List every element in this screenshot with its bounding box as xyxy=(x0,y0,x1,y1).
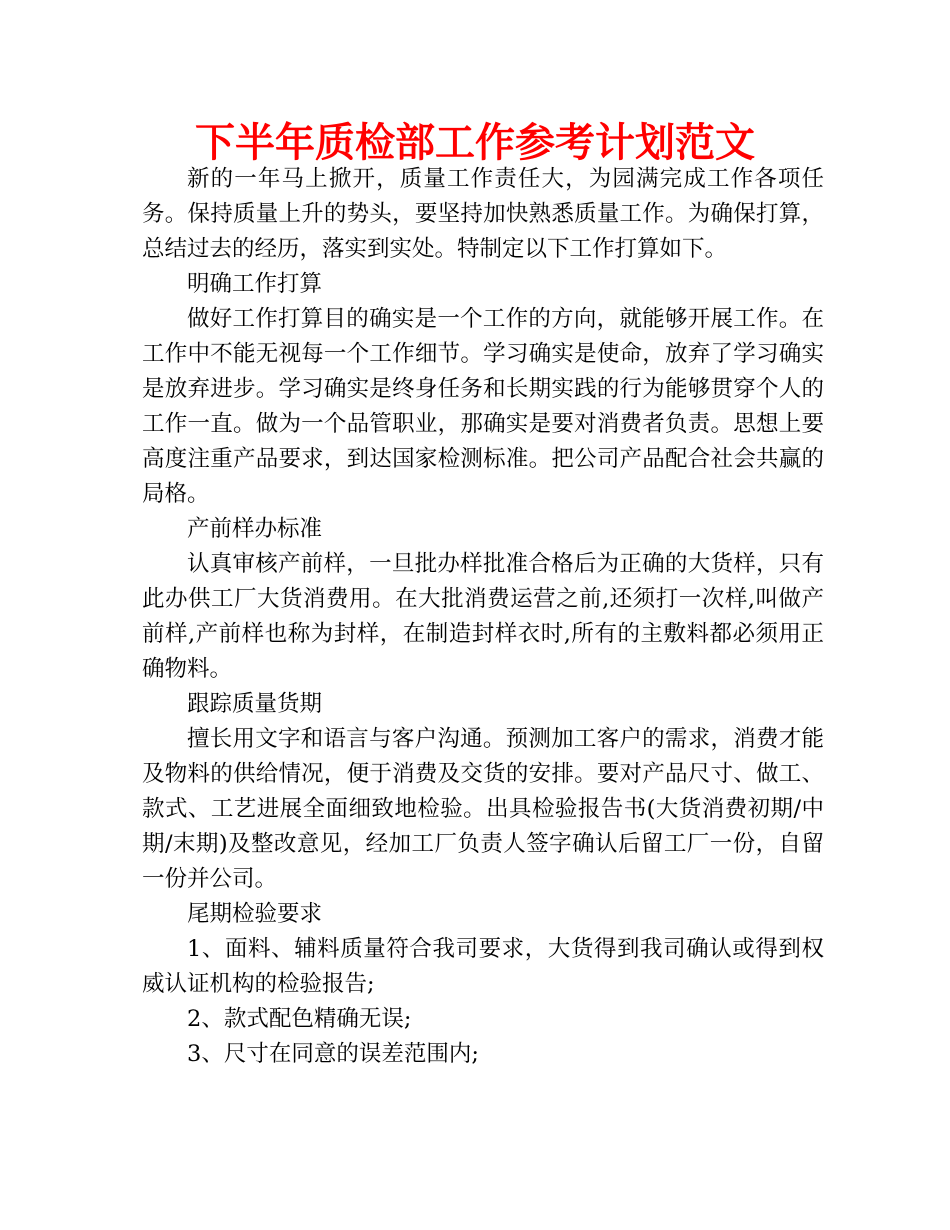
pre-production-sample-paragraph: 认真审核产前样，一旦批办样批准合格后为正确的大货样，只有此办供工厂大货消费用。在大批消费运营之前,还须打一次样,叫做产前样,产前样也称为封样，在制造封样衣时,所有的主敷料都必须用正确物料。 xyxy=(142,551,824,682)
section-heading-plan: 明确工作打算 xyxy=(187,271,323,297)
quality-tracking-paragraph: 擅长用文字和语言与客户沟通。预测加工客户的需求，消费才能及物料的供给情况，便于消费及交货的安排。要对产品尺寸、做工、款式、工艺进展全面细致地检验。出具检验报告书(大货消费初期/中期/末期)及整改意见，经加工厂负责人签字确认后留工厂一份，自留一份并公司。 xyxy=(142,726,824,892)
document-body xyxy=(142,162,824,1072)
document-title: 下半年质检部工作参考计划范文 xyxy=(195,120,755,166)
section-heading-quality-tracking: 跟踪质量货期 xyxy=(187,691,323,717)
section-heading-pre-production-sample: 产前样办标准 xyxy=(187,516,323,542)
section-heading-final-inspection: 尾期检验要求 xyxy=(187,901,323,927)
plan-paragraph: 做好工作打算目的确实是一个工作的方向，就能够开展工作。在工作中不能无视每一个工作细节。学习确实是使命，放弃了学习确实是放弃进步。学习确实是终身任务和长期实践的行为能够贯穿个人的工作一直。做为一个品管职业，那确实是要对消费者负责。思想上要高度注重产品要求，到达国家检测标准。把公司产品配合社会共赢的局格。 xyxy=(142,306,824,507)
requirement-item-2: 2、款式配色精确无误; xyxy=(187,1006,412,1032)
intro-paragraph: 新的一年马上掀开，质量工作责任大，为园满完成工作各项任务。保持质量上升的势头，要坚持加快熟悉质量工作。为确保打算，总结过去的经历，落实到实处。特制定以下工作打算如下。 xyxy=(142,166,824,262)
requirement-item-1: 1、面料、辅料质量符合我司要求，大货得到我司确认或得到权威认证机构的检验报告; xyxy=(142,936,824,997)
requirement-item-3: 3、尺寸在同意的误差范围内; xyxy=(187,1041,479,1067)
